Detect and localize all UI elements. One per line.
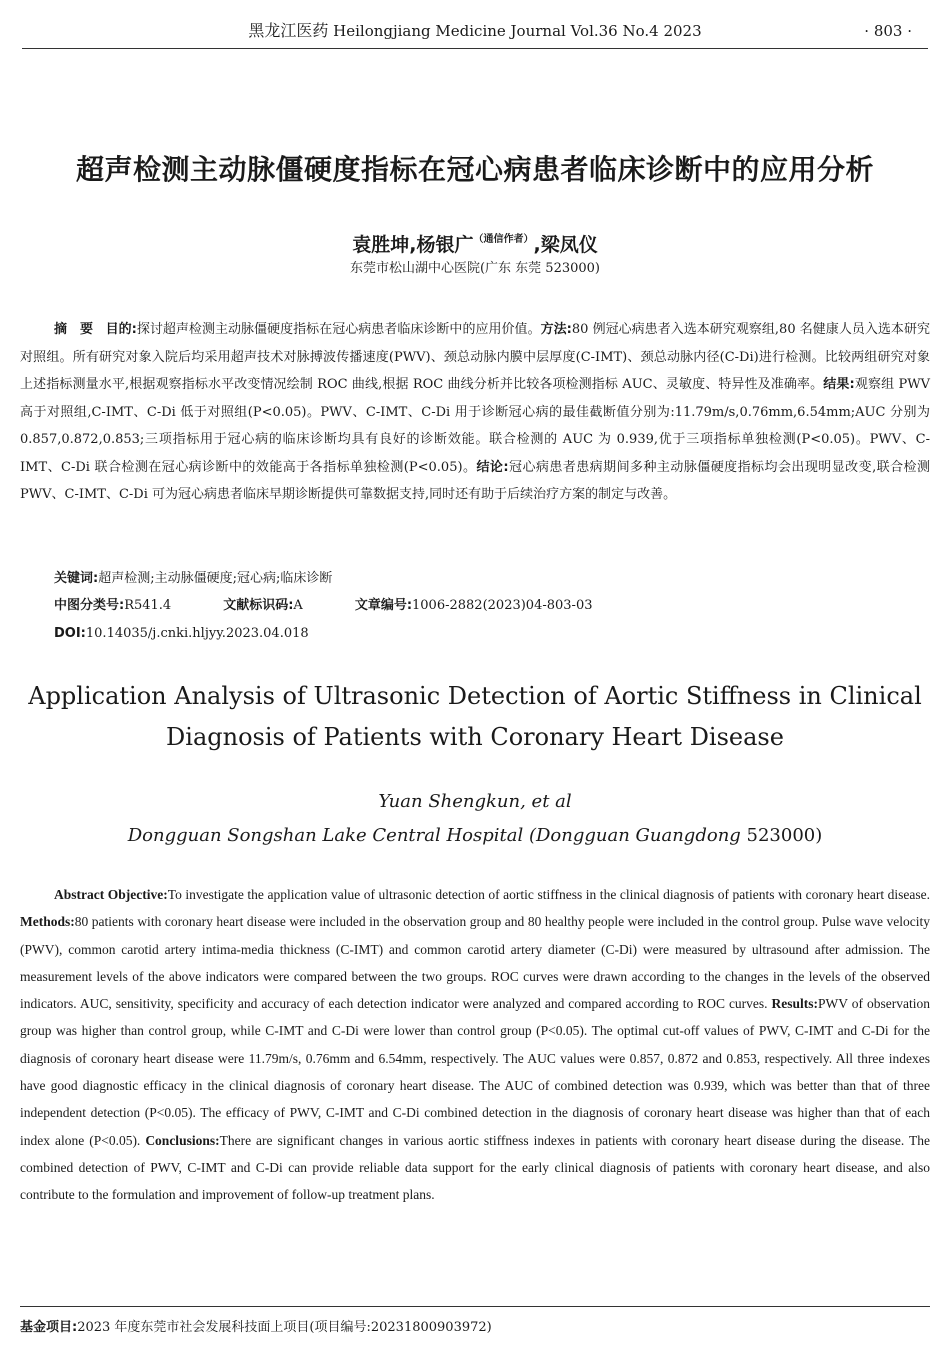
results-cn-label: 结果: [823,377,855,392]
clc-value: R541.4 [124,598,172,613]
doi-value: 10.14035/j.cnki.hljyy.2023.04.018 [85,626,309,641]
title-en-line-2: Diagnosis of Patients with Coronary Heart Disease [166,723,784,751]
conclusions-en: There are significant changes in various aortic stiffness indexes in patients with coronary heart disease during the disease. The combined detection of PWV, C-IMT and C-Di can provide reliable data support for the early clinical diagnosis of patients with coronary heart disease, and also contribute to the formulation and improvement of follow-up treatment plans. [20,1132,930,1203]
article-title-en [0,676,950,758]
methods-en: 80 patients with coronary heart disease were included in the observation group and 80 healthy people were included in the control group. Pulse wave velocity (PWV), common carotid artery intima-media thickness (C-IMT) and common carotid artery diameter (C-Di) were measured by ultrasound after admission. The measurement levels of the above indicators were compared between the two groups. ROC curves were drawn according to the changes in the levels of the observed indicators. AUC, sensitivity, specificity and accuracy of each detection indicator were analyzed and compared according to ROC curves. [20,914,930,1012]
authors-en: Yuan Shengkun, et al [378,791,572,812]
authors-cn-names: 袁胜坤,杨银广 [352,234,474,256]
journal-name-cn: 黑龙江医药 [248,21,329,40]
results-en-label: Results: [771,996,819,1012]
conclusions-en-label: Conclusions: [145,1132,220,1148]
authors-cn-names-after: ,梁凤仪 [533,234,598,256]
funding-footnote [20,1316,492,1340]
objective-cn: 探讨超声检测主动脉僵硬度指标在冠心病患者临床诊断中的应用价值。 [136,322,541,337]
objective-en-label: Abstract Objective: [54,887,168,902]
affiliation-en [0,821,950,851]
keywords [54,565,332,593]
header-rule [22,48,928,49]
article-no-value: 1006-2882(2023)04-803-03 [412,598,593,613]
page-number: · 803 · [864,22,912,40]
corresponding-author-mark: （通信作者） [473,234,534,245]
journal-name [0,18,950,44]
conclusion-cn-label: 结论: [476,459,509,475]
doi-line [54,620,309,648]
abstract-en [20,881,930,1209]
running-head [0,18,950,44]
article-no-label: 文章编号: [354,598,413,613]
objective-cn-label: 目的: [105,322,137,337]
methods-cn: 80 例冠心病患者入选本研究观察组,80 名健康人员入选本研究对照组。所有研究对象入院后均采用超声技术对脉搏波传播速度(PWV)、颈总动脉内膜中层厚度(C-IMT)、颈总动脉内径(C-Di)进行检测。比较两组研究对象上述指标测量水平,根据观察指标水平改变情况绘制 ROC 曲线,根据 ROC 曲线分析并比较各项检测指标 AUC、灵敏度、特异性及准确率。 [20,322,930,392]
keywords-value: 超声检测;主动脉僵硬度;冠心病;临床诊断 [98,571,333,586]
affiliation-en-postcode: 523000) [746,825,823,846]
doc-code-value: A [293,598,303,613]
clc-label: 中图分类号: [54,598,125,613]
results-cn: 观察组 PWV 高于对照组,C-IMT、C-Di 低于对照组(P<0.05)。PWV、C-IMT、C-Di 用于诊断冠心病的最佳截断值分别为:11.79m/s,0.76mm,6.54mm;AUC 分别为 0.857,0.872,0.853;三项指标用于冠心病的临床诊断均具有良好的诊断效能。联合检测的 AUC 为 0.939,优于三项指标单独检测(P<0.05)。PWV、C-IMT、C-Di 联合检测在冠心病诊断中的效能高于各指标单独检测(P<0.05)。 [20,377,930,475]
funding-value: 2023 年度东莞市社会发展科技面上项目(项目编号:20231800903972) [77,1320,492,1335]
conclusion-cn: 冠心病患者患病期间多种主动脉僵硬度指标均会出现明显改变,联合检测 PWV、C-IMT、C-Di 可为冠心病患者临床早期诊断提供可靠数据支持,同时还有助于后续治疗方案的制定与改善。 [20,459,931,502]
results-en: PWV of observation group was higher than control group, while C-IMT and C-Di were lower than control group (P<0.05). The optimal cut-off values of PWV, C-IMT and C-Di for the diagnosis of coronary heart disease were 11.79m/s, 0.76mm and 6.54mm, respectively. The AUC values were 0.857, 0.872 and 0.853, respectively. All three indexes have good diagnostic efficacy in the clinical diagnosis of coronary heart disease. The AUC of combined detection was 0.939, which was better than that of three independent detection (P<0.05). The efficacy of PWV, C-IMT and C-Di combined detection in the diagnosis of coronary heart disease was higher than that of each index alone (P<0.05). [20,996,930,1148]
journal-name-en: Heilongjiang Medicine Journal Vol.36 No.4 2023 [333,22,702,40]
methods-cn-label: 方法: [540,322,572,337]
keywords-label: 关键词: [54,571,99,586]
footnote-rule [20,1306,930,1307]
abstract-cn [20,316,930,509]
methods-en-label: Methods: [20,914,75,930]
doc-code-label: 文献标识码: [223,598,294,613]
classification-line [54,592,593,620]
title-en-line-1: Application Analysis of Ultrasonic Detection of Aortic Stiffness in Clinical [28,682,922,710]
affiliation-cn: 东莞市松山湖中心医院(广东 东莞 523000) [349,261,601,276]
funding-label: 基金项目: [20,1320,78,1335]
objective-en: To investigate the application value of ultrasonic detection of aortic stiffness in the clinical diagnosis of patients with coronary heart disease. [167,887,930,902]
doi-label: DOI: [54,626,86,641]
article-title-cn: 超声检测主动脉僵硬度指标在冠心病患者临床诊断中的应用分析 [75,153,874,186]
authors-cn [0,226,950,259]
affiliation-en-text: Dongguan Songshan Lake Central Hospital (Dongguan Guangdong [127,825,747,846]
abstract-cn-label: 摘 要 [54,322,94,337]
